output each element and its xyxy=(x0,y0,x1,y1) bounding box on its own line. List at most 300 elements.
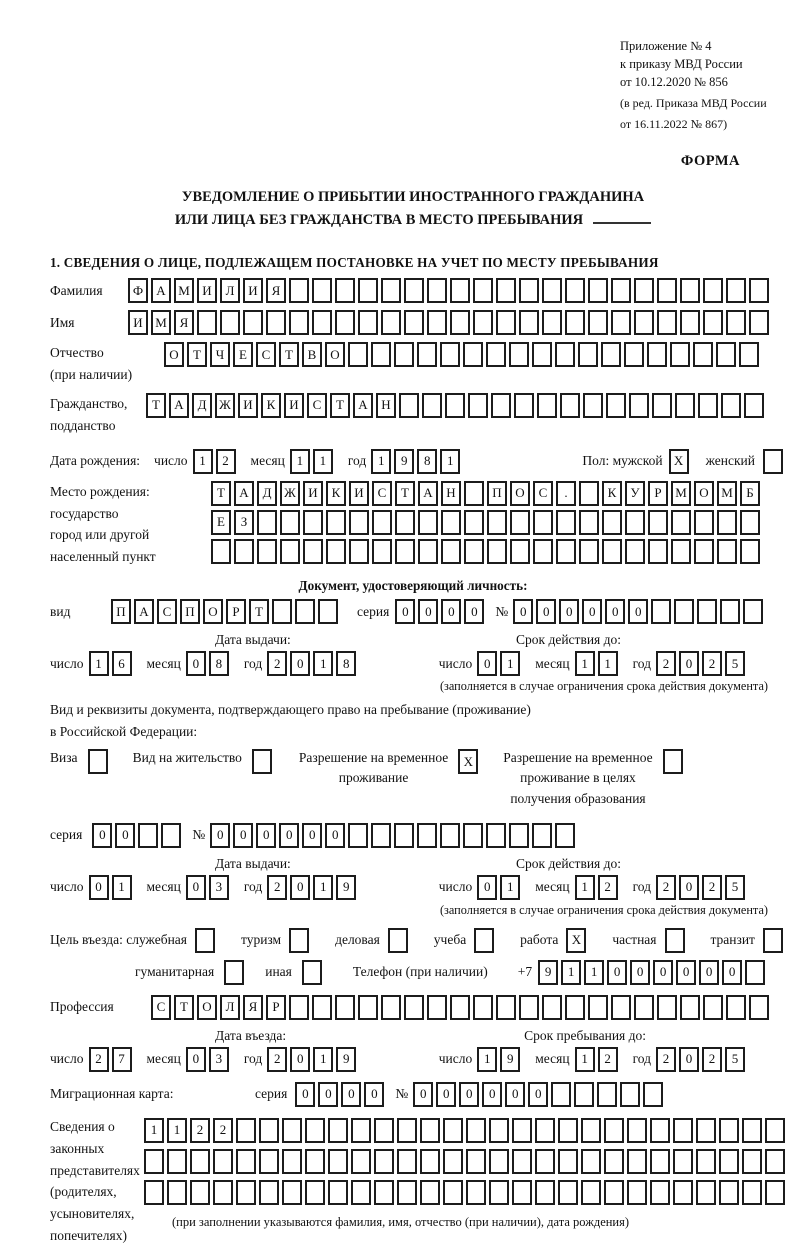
char-box[interactable] xyxy=(650,1149,670,1174)
char-box[interactable] xyxy=(440,823,460,848)
char-box[interactable]: 0 xyxy=(679,875,699,900)
char-box[interactable] xyxy=(466,1118,486,1143)
char-box[interactable] xyxy=(558,1118,578,1143)
char-box[interactable]: 0 xyxy=(318,1082,338,1107)
char-box[interactable]: 5 xyxy=(725,651,745,676)
char-box[interactable] xyxy=(721,393,741,418)
char-box[interactable]: О xyxy=(325,342,345,367)
char-box[interactable] xyxy=(372,510,392,535)
char-box[interactable] xyxy=(519,310,539,335)
char-box[interactable] xyxy=(211,539,231,564)
char-box[interactable] xyxy=(489,1118,509,1143)
char-box[interactable] xyxy=(652,393,672,418)
char-box[interactable] xyxy=(535,1118,555,1143)
char-box[interactable]: 0 xyxy=(676,960,696,985)
char-box[interactable] xyxy=(611,310,631,335)
char-box[interactable]: 0 xyxy=(210,823,230,848)
char-box[interactable] xyxy=(693,342,713,367)
char-box[interactable] xyxy=(604,1180,624,1205)
char-box[interactable] xyxy=(213,1180,233,1205)
char-box[interactable]: 0 xyxy=(482,1082,502,1107)
char-box[interactable]: 1 xyxy=(313,449,333,474)
char-box[interactable] xyxy=(634,995,654,1020)
char-box[interactable] xyxy=(282,1180,302,1205)
char-box[interactable] xyxy=(351,1180,371,1205)
char-box[interactable] xyxy=(763,449,783,474)
char-box[interactable] xyxy=(351,1118,371,1143)
char-box[interactable] xyxy=(335,310,355,335)
char-box[interactable]: 1 xyxy=(290,449,310,474)
char-box[interactable] xyxy=(374,1118,394,1143)
char-box[interactable] xyxy=(742,1118,762,1143)
char-box[interactable]: 0 xyxy=(536,599,556,624)
char-box[interactable] xyxy=(744,393,764,418)
char-box[interactable] xyxy=(266,310,286,335)
char-box[interactable]: Т xyxy=(174,995,194,1020)
char-box[interactable] xyxy=(625,510,645,535)
char-box[interactable] xyxy=(443,1118,463,1143)
char-box[interactable] xyxy=(440,342,460,367)
char-box[interactable] xyxy=(427,995,447,1020)
char-box[interactable] xyxy=(696,1180,716,1205)
char-box[interactable] xyxy=(464,481,484,506)
char-box[interactable] xyxy=(450,278,470,303)
char-box[interactable] xyxy=(673,1180,693,1205)
char-box[interactable]: 9 xyxy=(336,1047,356,1072)
char-box[interactable]: 1 xyxy=(575,651,595,676)
char-box[interactable]: О xyxy=(510,481,530,506)
char-box[interactable] xyxy=(335,995,355,1020)
char-box[interactable]: 2 xyxy=(656,1047,676,1072)
char-box[interactable] xyxy=(579,481,599,506)
char-box[interactable]: Н xyxy=(376,393,396,418)
char-box[interactable] xyxy=(486,823,506,848)
char-box[interactable]: 0 xyxy=(699,960,719,985)
char-box[interactable] xyxy=(348,823,368,848)
char-box[interactable]: 1 xyxy=(371,449,391,474)
char-box[interactable]: А xyxy=(234,481,254,506)
char-box[interactable] xyxy=(542,278,562,303)
char-box[interactable]: 1 xyxy=(89,651,109,676)
char-box[interactable] xyxy=(371,823,391,848)
char-box[interactable] xyxy=(583,393,603,418)
char-box[interactable] xyxy=(535,1149,555,1174)
char-box[interactable] xyxy=(558,1180,578,1205)
char-box[interactable] xyxy=(604,1118,624,1143)
char-box[interactable] xyxy=(665,928,685,953)
char-box[interactable]: 0 xyxy=(395,599,415,624)
char-box[interactable] xyxy=(663,749,683,774)
char-box[interactable] xyxy=(581,1118,601,1143)
char-box[interactable] xyxy=(312,310,332,335)
char-box[interactable] xyxy=(236,1118,256,1143)
char-box[interactable] xyxy=(651,599,671,624)
char-box[interactable] xyxy=(399,393,419,418)
char-box[interactable] xyxy=(381,995,401,1020)
char-box[interactable] xyxy=(703,278,723,303)
char-box[interactable] xyxy=(643,1082,663,1107)
char-box[interactable] xyxy=(441,539,461,564)
char-box[interactable]: 0 xyxy=(513,599,533,624)
char-box[interactable]: 0 xyxy=(341,1082,361,1107)
char-box[interactable] xyxy=(463,342,483,367)
char-box[interactable]: Т xyxy=(330,393,350,418)
char-box[interactable] xyxy=(697,599,717,624)
char-box[interactable]: 1 xyxy=(477,1047,497,1072)
char-box[interactable]: 0 xyxy=(459,1082,479,1107)
char-box[interactable]: 3 xyxy=(209,1047,229,1072)
char-box[interactable]: О xyxy=(694,481,714,506)
char-box[interactable] xyxy=(680,278,700,303)
char-box[interactable]: А xyxy=(353,393,373,418)
char-box[interactable] xyxy=(694,539,714,564)
char-box[interactable]: У xyxy=(625,481,645,506)
char-box[interactable]: 1 xyxy=(167,1118,187,1143)
char-box[interactable] xyxy=(627,1149,647,1174)
char-box[interactable] xyxy=(634,278,654,303)
char-box[interactable] xyxy=(464,510,484,535)
char-box[interactable]: 6 xyxy=(112,651,132,676)
char-box[interactable] xyxy=(611,278,631,303)
char-box[interactable]: К xyxy=(326,481,346,506)
char-box[interactable]: 0 xyxy=(436,1082,456,1107)
char-box[interactable]: 2 xyxy=(267,875,287,900)
char-box[interactable]: В xyxy=(302,342,322,367)
char-box[interactable] xyxy=(473,995,493,1020)
char-box[interactable]: 0 xyxy=(290,651,310,676)
char-box[interactable] xyxy=(259,1180,279,1205)
char-box[interactable] xyxy=(611,995,631,1020)
char-box[interactable] xyxy=(466,1149,486,1174)
char-box[interactable]: 2 xyxy=(89,1047,109,1072)
char-box[interactable] xyxy=(236,1180,256,1205)
char-box[interactable]: 8 xyxy=(209,651,229,676)
char-box[interactable]: Ф xyxy=(128,278,148,303)
char-box[interactable]: 0 xyxy=(630,960,650,985)
char-box[interactable]: 0 xyxy=(325,823,345,848)
char-box[interactable]: И xyxy=(349,481,369,506)
char-box[interactable] xyxy=(745,960,765,985)
char-box[interactable]: Е xyxy=(233,342,253,367)
char-box[interactable] xyxy=(717,510,737,535)
char-box[interactable] xyxy=(491,393,511,418)
char-box[interactable] xyxy=(404,278,424,303)
char-box[interactable] xyxy=(280,510,300,535)
char-box[interactable] xyxy=(657,310,677,335)
char-box[interactable]: 3 xyxy=(209,875,229,900)
char-box[interactable] xyxy=(397,1180,417,1205)
char-box[interactable] xyxy=(224,960,244,985)
char-box[interactable]: 1 xyxy=(313,875,333,900)
char-box[interactable]: 0 xyxy=(605,599,625,624)
char-box[interactable] xyxy=(259,1149,279,1174)
char-box[interactable]: 0 xyxy=(607,960,627,985)
char-box[interactable] xyxy=(243,310,263,335)
char-box[interactable]: 0 xyxy=(92,823,112,848)
char-box[interactable]: М xyxy=(717,481,737,506)
char-box[interactable]: 0 xyxy=(89,875,109,900)
char-box[interactable] xyxy=(388,928,408,953)
char-box[interactable] xyxy=(305,1118,325,1143)
char-box[interactable] xyxy=(719,1118,739,1143)
char-box[interactable] xyxy=(473,278,493,303)
char-box[interactable] xyxy=(295,599,315,624)
char-box[interactable]: О xyxy=(203,599,223,624)
char-box[interactable] xyxy=(588,310,608,335)
char-box[interactable] xyxy=(512,1149,532,1174)
char-box[interactable] xyxy=(742,1180,762,1205)
char-box[interactable] xyxy=(312,995,332,1020)
char-box[interactable] xyxy=(674,599,694,624)
char-box[interactable] xyxy=(443,1149,463,1174)
char-box[interactable] xyxy=(371,342,391,367)
char-box[interactable]: М xyxy=(174,278,194,303)
char-box[interactable]: П xyxy=(487,481,507,506)
char-box[interactable]: 0 xyxy=(653,960,673,985)
char-box[interactable]: А xyxy=(134,599,154,624)
char-box[interactable] xyxy=(468,393,488,418)
char-box[interactable] xyxy=(397,1118,417,1143)
char-box[interactable] xyxy=(671,510,691,535)
char-box[interactable]: П xyxy=(180,599,200,624)
char-box[interactable] xyxy=(474,928,494,953)
char-box[interactable]: 1 xyxy=(575,1047,595,1072)
char-box[interactable] xyxy=(464,539,484,564)
char-box[interactable]: Б xyxy=(740,481,760,506)
char-box[interactable] xyxy=(374,1149,394,1174)
char-box[interactable] xyxy=(335,278,355,303)
char-box[interactable]: X xyxy=(566,928,586,953)
char-box[interactable] xyxy=(88,749,108,774)
char-box[interactable] xyxy=(542,995,562,1020)
char-box[interactable]: К xyxy=(261,393,281,418)
char-box[interactable]: Т xyxy=(249,599,269,624)
char-box[interactable] xyxy=(496,278,516,303)
char-box[interactable] xyxy=(234,539,254,564)
char-box[interactable] xyxy=(351,1149,371,1174)
char-box[interactable] xyxy=(417,342,437,367)
char-box[interactable] xyxy=(604,1149,624,1174)
char-box[interactable] xyxy=(579,510,599,535)
char-box[interactable]: 0 xyxy=(186,875,206,900)
char-box[interactable]: 2 xyxy=(598,1047,618,1072)
char-box[interactable]: 2 xyxy=(213,1118,233,1143)
char-box[interactable] xyxy=(565,995,585,1020)
char-box[interactable]: И xyxy=(238,393,258,418)
char-box[interactable]: 0 xyxy=(290,1047,310,1072)
char-box[interactable] xyxy=(487,510,507,535)
char-box[interactable] xyxy=(450,995,470,1020)
char-box[interactable] xyxy=(720,599,740,624)
char-box[interactable] xyxy=(675,393,695,418)
char-box[interactable] xyxy=(326,539,346,564)
char-box[interactable]: 1 xyxy=(561,960,581,985)
char-box[interactable] xyxy=(581,1180,601,1205)
char-box[interactable] xyxy=(144,1180,164,1205)
char-box[interactable]: Ч xyxy=(210,342,230,367)
char-box[interactable]: 0 xyxy=(679,651,699,676)
char-box[interactable] xyxy=(328,1149,348,1174)
char-box[interactable] xyxy=(394,823,414,848)
char-box[interactable] xyxy=(588,995,608,1020)
char-box[interactable] xyxy=(282,1149,302,1174)
char-box[interactable]: 0 xyxy=(679,1047,699,1072)
char-box[interactable] xyxy=(195,928,215,953)
char-box[interactable]: 2 xyxy=(216,449,236,474)
char-box[interactable] xyxy=(765,1149,785,1174)
char-box[interactable]: 1 xyxy=(500,875,520,900)
char-box[interactable]: 0 xyxy=(582,599,602,624)
char-box[interactable] xyxy=(555,823,575,848)
char-box[interactable]: 9 xyxy=(538,960,558,985)
char-box[interactable]: Л xyxy=(220,278,240,303)
char-box[interactable] xyxy=(726,995,746,1020)
char-box[interactable] xyxy=(719,1180,739,1205)
char-box[interactable] xyxy=(397,1149,417,1174)
char-box[interactable] xyxy=(519,995,539,1020)
char-box[interactable] xyxy=(374,1180,394,1205)
char-box[interactable]: 0 xyxy=(290,875,310,900)
char-box[interactable]: О xyxy=(164,342,184,367)
char-box[interactable]: 0 xyxy=(477,875,497,900)
char-box[interactable] xyxy=(542,310,562,335)
char-box[interactable]: Ж xyxy=(215,393,235,418)
char-box[interactable]: 2 xyxy=(702,1047,722,1072)
char-box[interactable] xyxy=(657,278,677,303)
char-box[interactable] xyxy=(318,599,338,624)
char-box[interactable]: С xyxy=(533,481,553,506)
char-box[interactable] xyxy=(749,278,769,303)
char-box[interactable]: 1 xyxy=(575,875,595,900)
char-box[interactable]: 2 xyxy=(267,1047,287,1072)
char-box[interactable] xyxy=(466,1180,486,1205)
char-box[interactable]: 0 xyxy=(528,1082,548,1107)
char-box[interactable] xyxy=(280,539,300,564)
char-box[interactable]: И xyxy=(243,278,263,303)
char-box[interactable] xyxy=(648,510,668,535)
char-box[interactable] xyxy=(696,1149,716,1174)
char-box[interactable] xyxy=(489,1149,509,1174)
char-box[interactable]: 5 xyxy=(725,1047,745,1072)
char-box[interactable] xyxy=(303,539,323,564)
char-box[interactable] xyxy=(197,310,217,335)
char-box[interactable] xyxy=(289,310,309,335)
char-box[interactable]: . xyxy=(556,481,576,506)
char-box[interactable] xyxy=(257,510,277,535)
char-box[interactable] xyxy=(328,1180,348,1205)
char-box[interactable] xyxy=(740,539,760,564)
char-box[interactable]: Р xyxy=(648,481,668,506)
char-box[interactable] xyxy=(597,1082,617,1107)
char-box[interactable]: 0 xyxy=(441,599,461,624)
char-box[interactable]: 0 xyxy=(628,599,648,624)
char-box[interactable]: 2 xyxy=(190,1118,210,1143)
char-box[interactable]: С xyxy=(256,342,276,367)
char-box[interactable] xyxy=(629,393,649,418)
char-box[interactable]: Я xyxy=(266,278,286,303)
char-box[interactable] xyxy=(487,539,507,564)
char-box[interactable] xyxy=(512,1118,532,1143)
char-box[interactable] xyxy=(441,510,461,535)
char-box[interactable] xyxy=(190,1180,210,1205)
char-box[interactable] xyxy=(418,510,438,535)
char-box[interactable] xyxy=(420,1180,440,1205)
char-box[interactable]: П xyxy=(111,599,131,624)
char-box[interactable]: 0 xyxy=(302,823,322,848)
char-box[interactable]: 9 xyxy=(336,875,356,900)
char-box[interactable]: Р xyxy=(266,995,286,1020)
char-box[interactable] xyxy=(489,1180,509,1205)
char-box[interactable] xyxy=(328,1118,348,1143)
char-box[interactable] xyxy=(647,342,667,367)
char-box[interactable] xyxy=(726,310,746,335)
char-box[interactable]: З xyxy=(234,510,254,535)
char-box[interactable] xyxy=(358,310,378,335)
char-box[interactable] xyxy=(657,995,677,1020)
char-box[interactable]: 0 xyxy=(233,823,253,848)
char-box[interactable]: 0 xyxy=(115,823,135,848)
char-box[interactable] xyxy=(560,393,580,418)
char-box[interactable] xyxy=(719,1149,739,1174)
char-box[interactable] xyxy=(703,310,723,335)
char-box[interactable] xyxy=(463,823,483,848)
char-box[interactable] xyxy=(627,1118,647,1143)
char-box[interactable] xyxy=(716,342,736,367)
char-box[interactable] xyxy=(535,1180,555,1205)
char-box[interactable] xyxy=(395,510,415,535)
char-box[interactable]: А xyxy=(418,481,438,506)
char-box[interactable] xyxy=(326,510,346,535)
char-box[interactable] xyxy=(533,539,553,564)
char-box[interactable]: М xyxy=(671,481,691,506)
char-box[interactable]: А xyxy=(169,393,189,418)
char-box[interactable]: Р xyxy=(226,599,246,624)
char-box[interactable] xyxy=(167,1180,187,1205)
char-box[interactable] xyxy=(602,510,622,535)
char-box[interactable] xyxy=(588,278,608,303)
char-box[interactable]: 2 xyxy=(702,651,722,676)
char-box[interactable]: 1 xyxy=(313,651,333,676)
char-box[interactable]: 0 xyxy=(279,823,299,848)
char-box[interactable] xyxy=(574,1082,594,1107)
char-box[interactable]: 0 xyxy=(295,1082,315,1107)
char-box[interactable]: 2 xyxy=(598,875,618,900)
char-box[interactable] xyxy=(601,342,621,367)
char-box[interactable] xyxy=(417,823,437,848)
char-box[interactable] xyxy=(565,278,585,303)
char-box[interactable] xyxy=(673,1118,693,1143)
char-box[interactable] xyxy=(418,539,438,564)
char-box[interactable]: С xyxy=(307,393,327,418)
char-box[interactable] xyxy=(512,1180,532,1205)
char-box[interactable]: И xyxy=(303,481,323,506)
char-box[interactable] xyxy=(404,995,424,1020)
char-box[interactable]: 0 xyxy=(413,1082,433,1107)
char-box[interactable] xyxy=(532,342,552,367)
char-box[interactable] xyxy=(358,995,378,1020)
char-box[interactable]: 0 xyxy=(477,651,497,676)
char-box[interactable]: 0 xyxy=(418,599,438,624)
char-box[interactable] xyxy=(555,342,575,367)
char-box[interactable] xyxy=(650,1118,670,1143)
char-box[interactable]: 1 xyxy=(500,651,520,676)
char-box[interactable] xyxy=(650,1180,670,1205)
char-box[interactable]: 8 xyxy=(336,651,356,676)
char-box[interactable] xyxy=(289,278,309,303)
char-box[interactable]: 5 xyxy=(725,875,745,900)
char-box[interactable] xyxy=(445,393,465,418)
char-box[interactable]: 2 xyxy=(702,875,722,900)
